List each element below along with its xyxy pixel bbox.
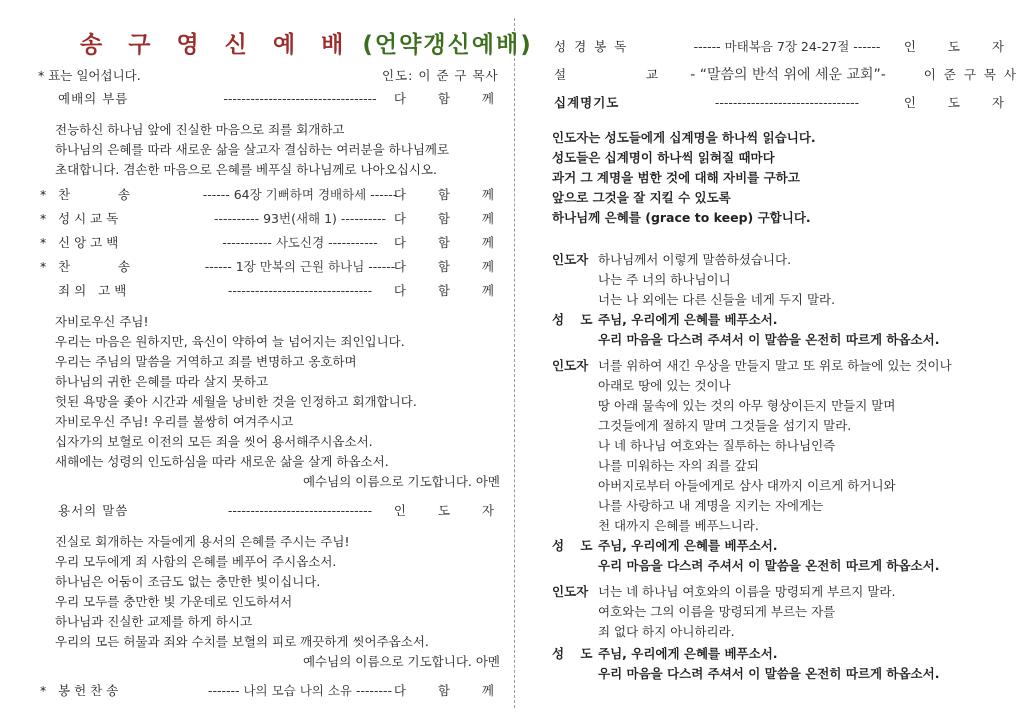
response-line: 우리 마음을 다스려 주셔서 이 말씀을 온전히 따르게 하옵소서.	[598, 558, 940, 573]
text-line: 초대합니다. 겸손한 마음으로 은혜를 베푸실 하나님께로 나아오십시오.	[55, 162, 437, 177]
order-label: 성시교독	[58, 211, 123, 226]
order-performer: 이 준 구 목 사	[923, 67, 1018, 82]
order-row-pardon	[40, 502, 508, 520]
text-line: 하나님과 진실한 교제를 하게 하시고	[55, 614, 253, 629]
leader-line: 너는 나 외에는 다른 신들을 네게 두지 말라.	[598, 292, 836, 307]
role-leader: 인도자	[552, 358, 589, 373]
leader-line: 땅 아래 물속에 있는 것의 아무 형상이든지 만들지 말며	[598, 398, 896, 413]
order-performer: 인 도 자	[903, 39, 1018, 54]
response-line: 주님, 우리에게 은혜를 베푸소서.	[598, 538, 778, 553]
text-line: 앞으로 그것을 잘 지킬 수 있도록	[552, 190, 731, 205]
role-leader: 인도자	[552, 584, 589, 599]
leader-line: 나 네 하나님 여호와는 질투하는 하나님인즉	[598, 438, 836, 453]
leader-line: 천 대까지 은혜를 베푸느니라.	[598, 518, 759, 533]
order-row-confession	[40, 282, 508, 300]
order-label: 설 교	[554, 67, 697, 82]
order-row-commandments	[554, 94, 1018, 112]
order-row-call	[40, 90, 508, 108]
order-detail: ------ 64장 기뻐하며 경배하세 ------	[202, 187, 398, 202]
order-label: 십계명기도	[554, 95, 620, 110]
leader-line: 하나님께서 이렇게 말씀하셨습니다.	[598, 252, 792, 267]
order-detail: ------- 나의 모습 나의 소유 --------	[207, 683, 393, 698]
order-performer: 다 함 께	[393, 211, 508, 226]
text-line: 우리 모두를 충만한 빛 가운데로 인도하셔서	[55, 594, 293, 609]
order-row-scripture	[554, 38, 1018, 56]
order-row-hymn	[40, 186, 508, 204]
order-row-offertory	[40, 682, 508, 700]
prayer-closing: 예수님의 이름으로 기도합니다. 아멘	[302, 654, 500, 669]
order-detail: ------ 1장 만복의 근원 하나님 ------	[204, 259, 396, 274]
stand-mark: *	[40, 235, 47, 250]
response-line: 우리 마음을 다스려 주셔서 이 말씀을 온전히 따르게 하옵소서.	[598, 666, 940, 681]
stand-note: * 표는 일어섭니다.	[38, 68, 141, 83]
text-line: 십자가의 보혈로 이전의 모든 죄을 씻어 용서해주시옵소서.	[55, 434, 373, 449]
order-label: 용서의 말씀	[58, 503, 129, 518]
right-column	[520, 0, 1024, 724]
stand-mark: *	[40, 259, 47, 274]
text-line: 하나님께 은혜를 (grace to keep) 구합니다.	[552, 210, 811, 225]
text-line: 우리는 마음은 원하지만, 육신이 약하여 늘 넘어지는 죄인입니다.	[55, 334, 405, 349]
order-label: 찬 송	[58, 187, 153, 202]
role-people: 성 도	[552, 538, 599, 553]
order-performer: 다 함 께	[393, 259, 508, 274]
text-line: 진실로 회개하는 자들에게 용서의 은혜를 주시는 주님!	[55, 534, 350, 549]
page-title	[80, 26, 533, 59]
order-performer: 다 함 께	[393, 683, 508, 698]
leader-line: 아래로 땅에 있는 것이나	[598, 378, 731, 393]
order-performer: 인 도 자	[393, 503, 508, 518]
order-performer: 다 함 께	[393, 91, 508, 106]
leader-line: 너를 위하여 새긴 우상을 만들지 말고 또 위로 하늘에 있는 것이나	[598, 358, 952, 373]
text-line: 하나님의 은혜를 따라 새로운 삶을 살고자 결심하는 여러분을 하나님께로	[55, 142, 450, 157]
order-row-sermon	[554, 66, 1018, 84]
text-line: 인도자는 성도들에게 십계명을 하나씩 읽습니다.	[552, 130, 816, 145]
order-detail: --------------------------------	[227, 283, 373, 298]
prayer-closing: 예수님의 이름으로 기도합니다. 아멘	[302, 474, 500, 489]
text-line: 새해에는 성령의 인도하심을 따라 새로운 삶을 살게 하옵소서.	[55, 454, 389, 469]
leader-line: 나를 사랑하고 내 계명을 지키는 자에게는	[598, 498, 824, 513]
role-people: 성 도	[552, 312, 599, 327]
response-line: 우리 마음을 다스려 주셔서 이 말씀을 온전히 따르게 하옵소서.	[598, 332, 940, 347]
stand-mark: *	[40, 211, 47, 226]
title-main: 송 구 영 신 예 배	[80, 32, 353, 58]
order-performer: 인 도 자	[903, 95, 1018, 110]
order-row-responsive-reading	[40, 210, 508, 228]
leader-line: 여호와는 그의 이름을 망령되게 부르는 자를	[598, 604, 836, 619]
order-detail: ---------- 93번(새해 1) ----------	[214, 211, 386, 226]
sermon-title: - “말씀의 반석 위에 세운 교회”-	[690, 67, 886, 83]
text-line: 자비로우신 주님! 우리를 불쌍히 여겨주시고	[55, 414, 294, 429]
leader-line: 나는 주 너의 하나님이니	[598, 272, 731, 287]
order-row-hymn-2	[40, 258, 508, 276]
text-line: 우리 모두에게 죄 사함의 은혜를 베푸어 주시옵소서.	[55, 554, 337, 569]
order-label: 찬 송	[58, 259, 153, 274]
order-performer: 다 함 께	[393, 283, 508, 298]
title-sub: (언약갱신예배)	[362, 32, 533, 58]
order-label: 성경봉독	[554, 39, 635, 54]
leader-name: 인도: 이 준 구 목사	[382, 68, 499, 83]
order-row-creed	[40, 234, 508, 252]
order-detail: ----------------------------------	[223, 91, 377, 106]
order-label: 죄의 고백	[58, 283, 131, 298]
column-divider	[514, 18, 515, 708]
stand-mark: *	[40, 683, 47, 698]
leader-line: 나를 미워하는 자의 죄를 갚되	[598, 458, 759, 473]
text-line: 우리는 주님의 말씀을 거역하고 죄를 변명하고 옹호하며	[55, 354, 357, 369]
role-people: 성 도	[552, 646, 599, 661]
order-detail: ----------- 사도신경 -----------	[222, 235, 378, 250]
leader-line: 너는 네 하나님 여호와의 이름을 망령되게 부르지 말라.	[598, 584, 896, 599]
response-line: 주님, 우리에게 은혜를 베푸소서.	[598, 312, 778, 327]
stand-mark: *	[40, 187, 47, 202]
order-detail: --------------------------------	[714, 95, 860, 110]
text-line: 전능하신 하나님 앞에 진실한 마음으로 죄를 회개하고	[55, 122, 345, 137]
text-line: 헛된 욕망을 좇아 시간과 세월을 낭비한 것을 인정하고 회개합니다.	[55, 394, 417, 409]
leader-line: 그것들에게 절하지 말며 그것들을 섬기지 말라.	[598, 418, 852, 433]
order-performer: 다 함 께	[393, 235, 508, 250]
leader-line: 아버지로부터 아들에게로 삼사 대까지 이르게 하거니와	[598, 478, 896, 493]
order-detail: --------------------------------	[227, 503, 373, 518]
role-leader: 인도자	[552, 252, 589, 267]
response-line: 주님, 우리에게 은혜를 베푸소서.	[598, 646, 778, 661]
text-line: 하나님은 어둠이 조금도 없는 충만한 빛이십니다.	[55, 574, 321, 589]
text-line: 우리의 모든 허물과 죄와 수치를 보혈의 피로 깨끗하게 씻어주옵소서.	[55, 634, 429, 649]
order-label: 봉헌찬송	[58, 683, 123, 698]
order-detail: ------ 마태복음 7장 24-27절 ------	[693, 39, 881, 54]
text-line: 하나님의 귀한 은혜를 따라 살지 못하고	[55, 374, 269, 389]
text-line: 과거 그 계명을 범한 것에 대해 자비를 구하고	[552, 170, 800, 185]
order-performer: 다 함 께	[393, 187, 508, 202]
text-line: 자비로우신 주님!	[55, 314, 149, 329]
order-label: 신앙고백	[58, 235, 123, 250]
text-line: 성도들은 십계명이 하나씩 읽혀질 때마다	[552, 150, 775, 165]
order-label: 예배의 부름	[58, 91, 129, 106]
leader-line: 죄 없다 하지 아니하리라.	[598, 624, 735, 639]
